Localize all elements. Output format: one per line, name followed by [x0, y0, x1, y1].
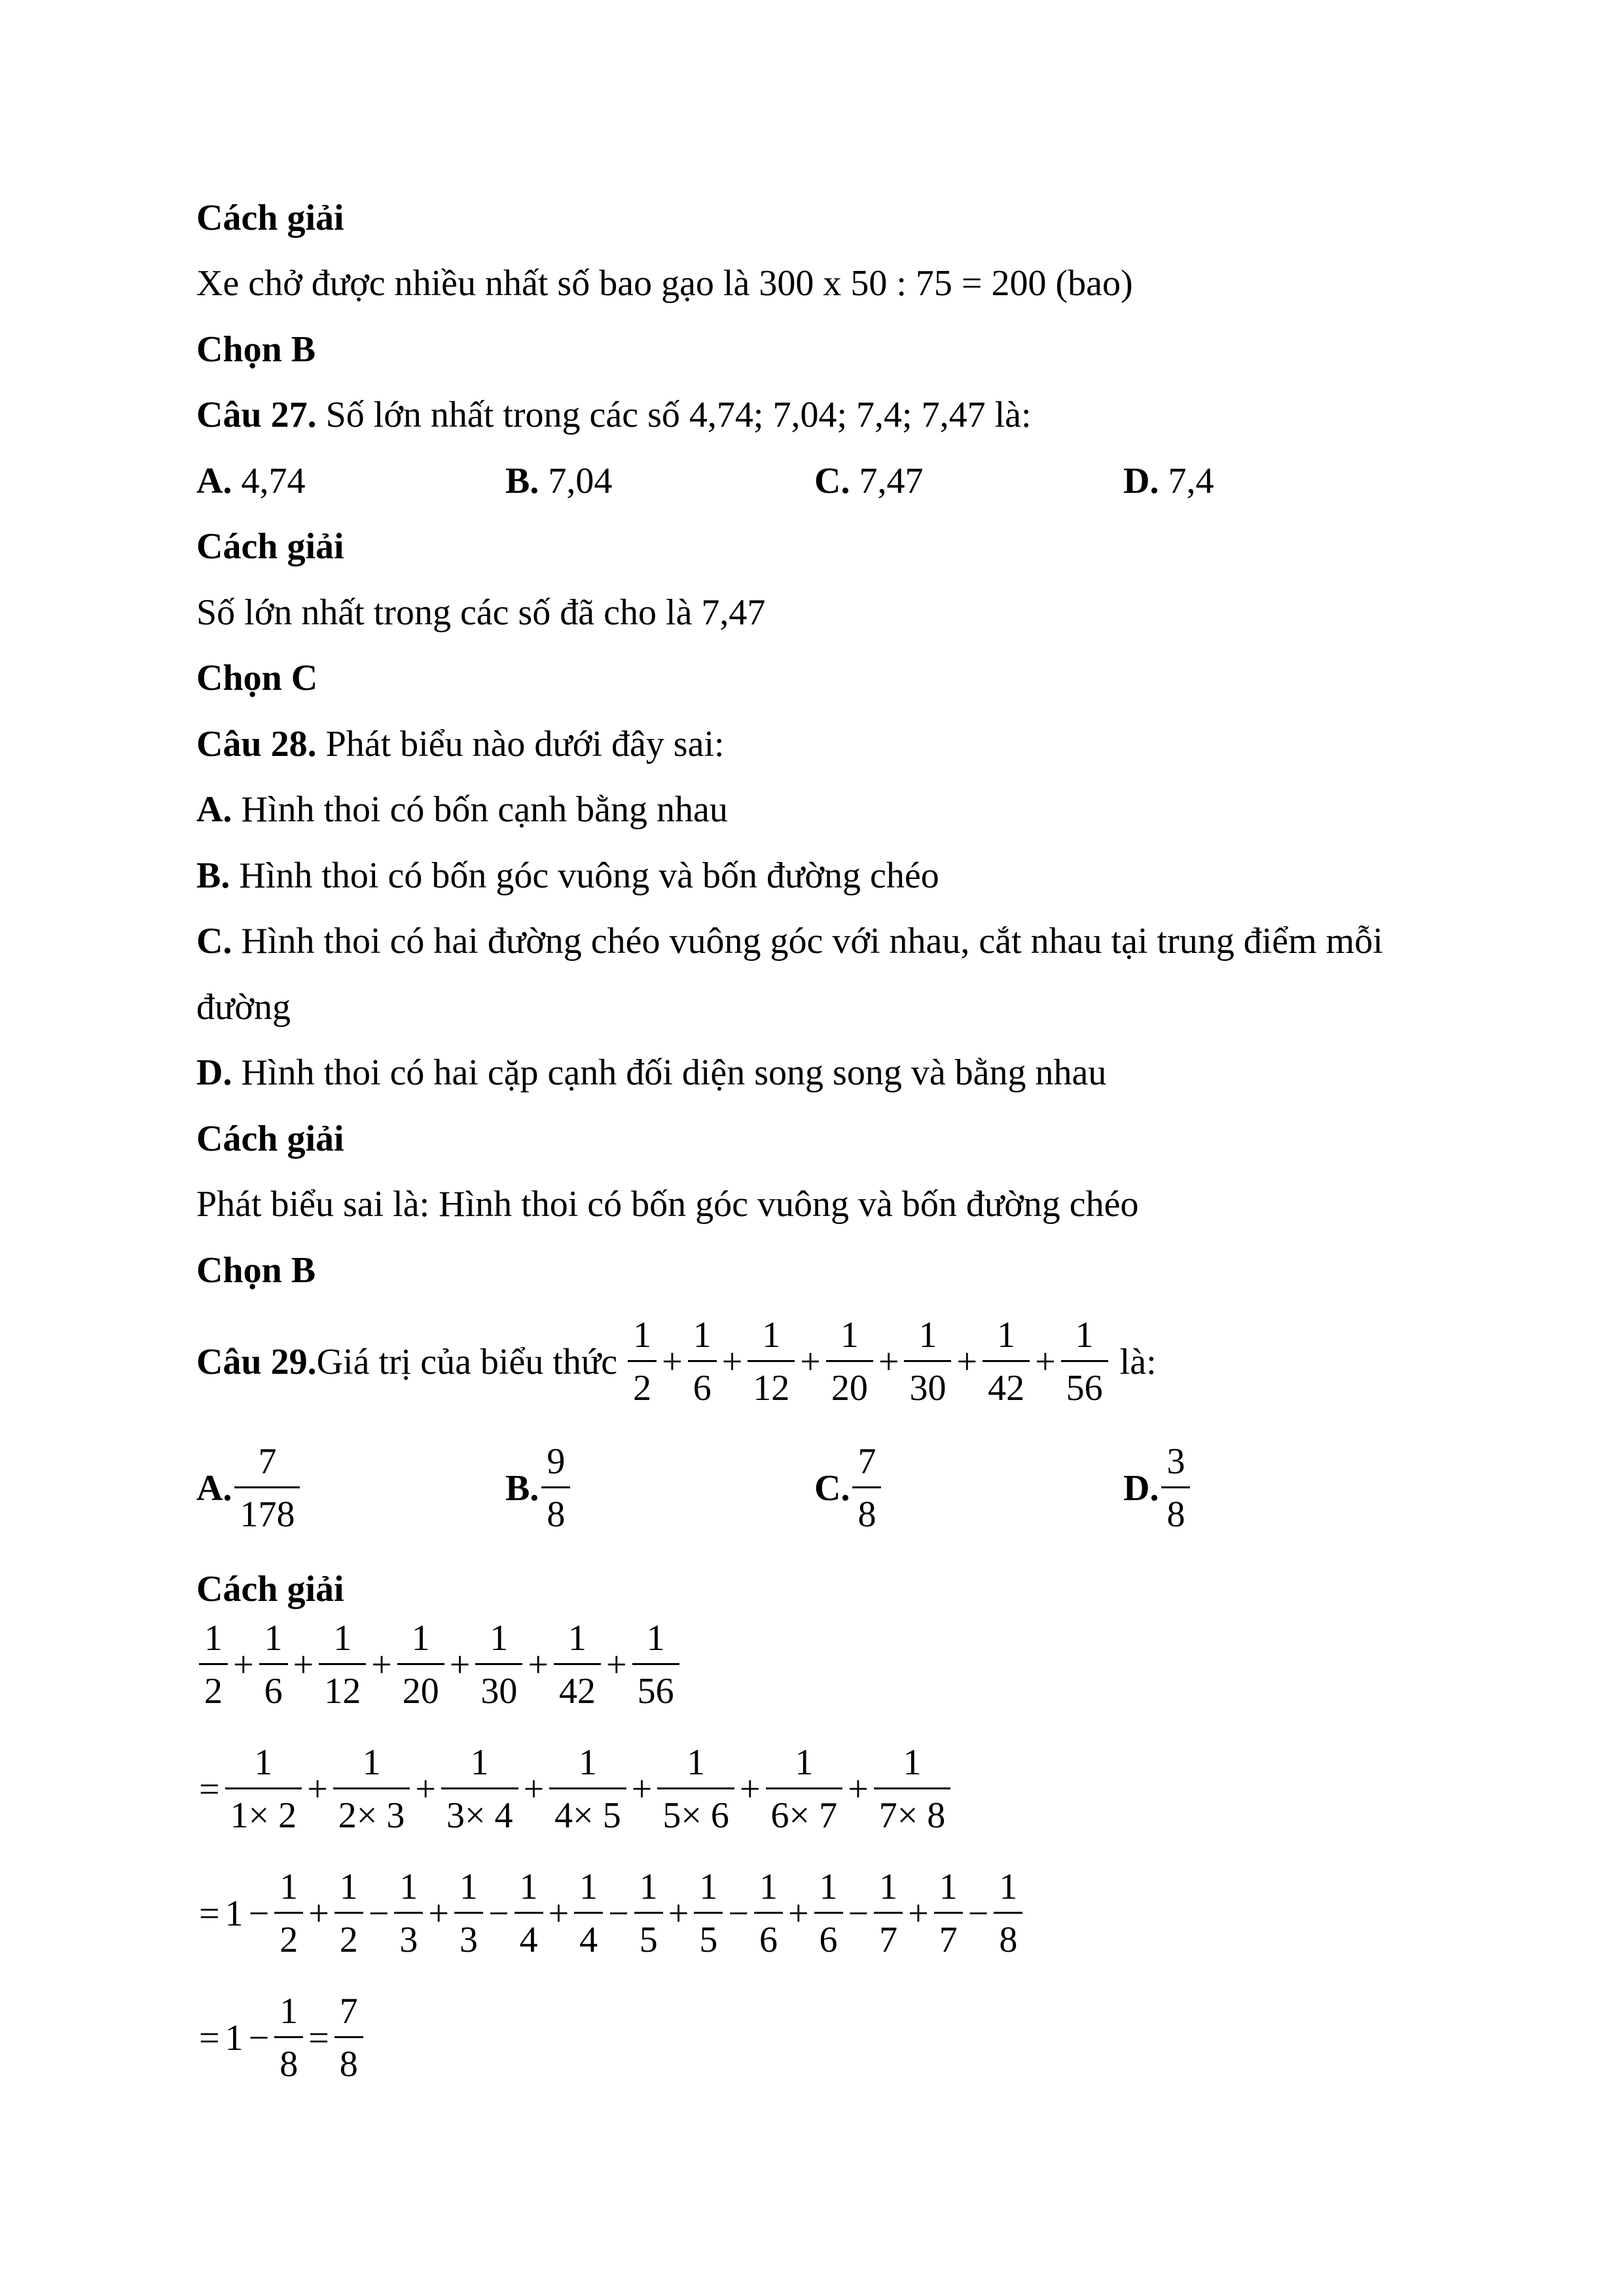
option-a: A. Hình thoi có bốn cạnh bằng nhau [196, 789, 728, 830]
minus-sign: − [248, 2017, 270, 2058]
fraction: $\frac{1}{30}$ [904, 1317, 951, 1407]
fraction: $\frac{1}{56}$ [1061, 1317, 1108, 1407]
question-expression [625, 1317, 1111, 1407]
solution-text: Số lớn nhất trong các số đã cho là 7,47 [196, 592, 766, 633]
fraction: $\frac{1}{3}$ [454, 1869, 483, 1958]
one: 1 [225, 1893, 244, 1934]
fraction: $\frac{1}{20}$ [826, 1317, 873, 1407]
plus-sign: + [787, 1893, 809, 1934]
option-c-fraction: $\frac{7}{8}$ [852, 1443, 881, 1533]
question-29 [196, 1317, 1157, 1407]
plus-sign: + [668, 1893, 689, 1934]
fraction: $\frac{1}{4}$ [514, 1869, 543, 1958]
question-text: Giá trị của biểu thức [316, 1341, 618, 1382]
plus-sign: + [721, 1341, 743, 1382]
answer-choice: Chọn C [196, 658, 318, 698]
one: 1 [225, 2017, 244, 2058]
plus-sign: + [523, 1768, 545, 1810]
plus-sign: + [631, 1768, 653, 1810]
minus-sign: − [967, 1893, 989, 1934]
option-a: A. $\frac{7}{178}$ [196, 1443, 302, 1533]
solution-text: Phát biểu sai là: Hình thoi có bốn góc vuông và bốn đường chéo [196, 1184, 1139, 1225]
option-d: D. $\frac{3}{8}$ [1123, 1443, 1193, 1533]
plus-sign: + [739, 1768, 761, 1810]
plus-sign: + [548, 1893, 569, 1934]
fraction: $\frac{1}{42}$ [554, 1620, 601, 1710]
answer-choice: Chọn B [196, 1250, 316, 1291]
fraction: $\frac{1}{30}$ [475, 1620, 522, 1710]
fraction: $\frac{1}{6}$ [688, 1317, 717, 1407]
fraction: $\frac{1}{2}$ [199, 1620, 228, 1710]
fraction: $\frac{1}{5}$ [694, 1869, 723, 1958]
fraction: $\frac{1}{6}$ [814, 1869, 843, 1958]
minus-sign: − [848, 1893, 869, 1934]
option-d-fraction: $\frac{3}{8}$ [1161, 1443, 1190, 1533]
minus-sign: − [368, 1893, 389, 1934]
option-b: B. Hình thoi có bốn góc vuông và bốn đường chéo [196, 855, 939, 896]
fraction: $\frac{1}{3\times 4}$ [441, 1744, 518, 1834]
option-c: C. $\frac{7}{8}$ [814, 1443, 884, 1533]
question-label: Câu 28. [196, 724, 317, 764]
option-b: B. 7,04 [505, 461, 613, 501]
fraction: $\frac{1}{2}$ [334, 1869, 363, 1958]
question-label: Câu 27. [196, 395, 317, 435]
fraction: $\frac{1}{7}$ [934, 1869, 963, 1958]
equals-sign: = [199, 1893, 220, 1934]
solution-heading: Cách giải [196, 526, 344, 567]
fraction: $\frac{1}{7\times 8}$ [874, 1744, 951, 1834]
fraction: $\frac{1}{42}$ [983, 1317, 1030, 1407]
minus-sign: − [248, 1893, 270, 1934]
option-b: B. $\frac{9}{8}$ [505, 1443, 573, 1533]
equals-sign: = [199, 1768, 220, 1810]
plus-sign: + [371, 1644, 392, 1685]
plus-sign: + [308, 1893, 329, 1934]
fraction: $\frac{1}{20}$ [397, 1620, 444, 1710]
equals-sign: = [308, 2017, 329, 2058]
plus-sign: + [662, 1341, 683, 1382]
plus-sign: + [415, 1768, 436, 1810]
plus-sign: + [605, 1644, 627, 1685]
answer-choice: Chọn B [196, 329, 316, 370]
fraction: $\frac{1}{6\times 7}$ [766, 1744, 843, 1834]
question-suffix: là: [1119, 1341, 1157, 1382]
plus-sign: + [233, 1644, 254, 1685]
fraction: $\frac{1}{12}$ [748, 1317, 795, 1407]
solution-text: Xe chở được nhiều nhất số bao gạo là 300 x 50 : 75 = 200 (bao) [196, 263, 1133, 304]
plus-sign: + [878, 1341, 899, 1382]
plus-sign: + [428, 1893, 449, 1934]
solution-step-2 [196, 1744, 953, 1834]
question-label: Câu 29. [196, 1341, 317, 1382]
fraction: $\frac{1}{12}$ [319, 1620, 366, 1710]
solution-heading: Cách giải [196, 198, 344, 238]
fraction: $\frac{1}{1\times 2}$ [225, 1744, 302, 1834]
plus-sign: + [307, 1768, 328, 1810]
option-d: D. 7,4 [1123, 461, 1214, 501]
solution-heading: Cách giải [196, 1119, 344, 1159]
plus-sign: + [800, 1341, 821, 1382]
solution-step-3 [196, 1869, 1025, 1958]
equals-sign: = [199, 2017, 220, 2058]
fraction: $\frac{1}{7}$ [874, 1869, 903, 1958]
option-b-fraction: $\frac{9}{8}$ [541, 1443, 570, 1533]
plus-sign: + [528, 1644, 549, 1685]
question-text: Phát biểu nào dưới đây sai: [316, 724, 725, 764]
solution-step-4 [196, 1993, 366, 2083]
fraction: $\frac{1}{5\times 6}$ [657, 1744, 734, 1834]
question-28 [196, 726, 725, 762]
fraction: $\frac{1}{4}$ [574, 1869, 603, 1958]
solution-step-1 [196, 1620, 682, 1710]
fraction: $\frac{1}{56}$ [632, 1620, 679, 1710]
fraction: $\frac{1}{2}$ [274, 1869, 303, 1958]
plus-sign: + [956, 1341, 978, 1382]
fraction: $\frac{1}{6}$ [754, 1869, 783, 1958]
result-fraction: $\frac{7}{8}$ [334, 1993, 363, 2083]
minus-sign: − [728, 1893, 749, 1934]
fraction: $\frac{1}{4\times 5}$ [549, 1744, 626, 1834]
option-d: D. Hình thoi có hai cặp cạnh đối diện song song và bằng nhau [196, 1052, 1107, 1093]
fraction: $\frac{1}{8}$ [994, 1869, 1022, 1958]
fraction: $\frac{1}{5}$ [634, 1869, 663, 1958]
minus-sign: − [488, 1893, 509, 1934]
fraction: $\frac{1}{8}$ [274, 1993, 303, 2083]
option-a-fraction: $\frac{7}{178}$ [234, 1443, 300, 1533]
minus-sign: − [608, 1893, 629, 1934]
fraction: $\frac{1}{2}$ [628, 1317, 657, 1407]
fraction: $\frac{1}{3}$ [394, 1869, 423, 1958]
question-27 [196, 397, 1032, 433]
fraction: $\frac{1}{2\times 3}$ [333, 1744, 410, 1834]
solution-heading: Cách giải [196, 1569, 344, 1609]
option-c-continuation: đường [196, 987, 291, 1028]
plus-sign: + [1035, 1341, 1056, 1382]
option-a: A. 4,74 [196, 461, 306, 501]
question-text: Số lớn nhất trong các số 4,74; 7,04; 7,4; 7,47 là: [316, 395, 1032, 435]
plus-sign: + [848, 1768, 869, 1810]
plus-sign: + [908, 1893, 929, 1934]
option-c: C. Hình thoi có hai đường chéo vuông góc với nhau, cắt nhau tại trung điểm mỗi [196, 921, 1383, 961]
option-c: C. 7,47 [814, 461, 924, 501]
plus-sign: + [293, 1644, 314, 1685]
plus-sign: + [449, 1644, 471, 1685]
fraction: $\frac{1}{6}$ [259, 1620, 288, 1710]
